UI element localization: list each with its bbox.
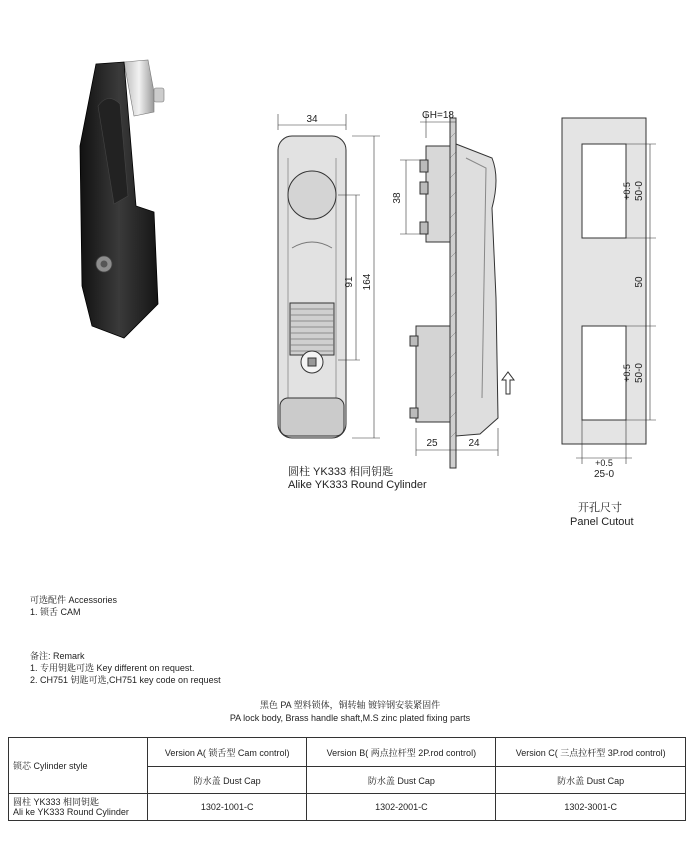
remark-item-1: 1. 专用钥匙可选 Key different on request. <box>30 663 195 673</box>
panel-cutout <box>562 118 656 464</box>
code-b: 1302-2001-C <box>307 794 496 821</box>
table-row <box>9 738 686 767</box>
dim-24: 24 <box>468 438 480 449</box>
material-en: PA lock body, Brass handle shaft,M.S zinc plated fixing parts <box>229 713 471 723</box>
version-b-header: Version B( 两点拉杆型 2P.rod control) <box>307 738 496 767</box>
dim-164: 164 <box>362 273 373 291</box>
version-c-header: Version C( 三点拉杆型 3P.rod control) <box>496 738 686 767</box>
cylinder-style-header: 锁芯 Cylinder style <box>9 738 148 794</box>
cutout-dim-top: 50-0 <box>634 180 645 202</box>
dim-25: 25 <box>426 438 438 449</box>
remark-title: 备注: Remark <box>30 651 85 661</box>
cutout-tol-bottom: +0.5 <box>622 364 632 382</box>
technical-drawing <box>260 98 670 478</box>
product-photo <box>74 56 174 346</box>
cutout-dim-bottom: 50-0 <box>634 362 645 384</box>
cylinder-style-cell <box>9 794 148 821</box>
cutout-gap: 50 <box>634 276 645 288</box>
cutout-caption-cn: 开孔尺寸 <box>578 502 622 514</box>
dust-cap-b: 防水盖 Dust Cap <box>307 767 496 794</box>
cutout-tol-width: +0.5 <box>595 458 613 468</box>
cutout-tol-top: +0.5 <box>622 182 632 200</box>
remark-item-2: 2. CH751 钥匙可选,CH751 key code on request <box>30 675 221 685</box>
dim-91: 91 <box>344 276 355 288</box>
code-a: 1302-1001-C <box>148 794 307 821</box>
cylinder-caption-cn: 圆柱 YK333 相同钥匙 <box>288 466 394 478</box>
accessories-item-1: 1. 锁舌 CAM <box>30 607 81 617</box>
version-a-header: Version A( 锁舌型 Cam control) <box>148 738 307 767</box>
spec-table <box>8 737 686 821</box>
side-view <box>400 112 514 468</box>
material-cn: 黑色 PA 塑料锁体，铜转轴 镀锌钢安装紧固件 <box>259 700 441 710</box>
cylinder-style-cn: 圆柱 YK333 相同钥匙 <box>13 797 100 807</box>
table-row <box>9 794 686 821</box>
dim-gh: GH=18 <box>422 110 454 121</box>
dust-cap-a: 防水盖 Dust Cap <box>148 767 307 794</box>
cutout-dim-width: 25-0 <box>593 469 615 478</box>
dust-cap-c: 防水盖 Dust Cap <box>496 767 686 794</box>
cylinder-style-en: Ali ke YK333 Round Cylinder <box>13 807 129 817</box>
cylinder-caption-en: Alike YK333 Round Cylinder <box>288 479 427 491</box>
dim-width: 34 <box>306 114 318 125</box>
dim-38: 38 <box>392 192 403 204</box>
cutout-caption-en: Panel Cutout <box>570 516 634 528</box>
code-c: 1302-3001-C <box>496 794 686 821</box>
accessories-title: 可选配件 Accessories <box>30 595 118 605</box>
